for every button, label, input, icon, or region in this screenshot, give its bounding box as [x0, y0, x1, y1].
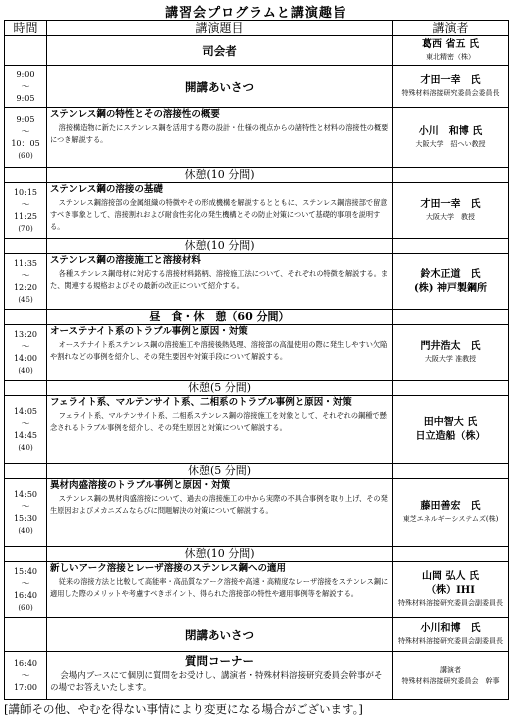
time-cell — [5, 183, 47, 239]
speaker-affiliation: 大阪大学 准教授 — [424, 355, 477, 363]
speaker-name: 才田一幸 氏 — [420, 199, 481, 210]
end-time: 17:00 — [13, 682, 38, 692]
table-row — [5, 66, 509, 108]
session-title: フェライト系、マルテンサイト系、二相系のトラブル事例と原因・対策 — [50, 397, 352, 408]
table-row — [5, 618, 509, 652]
end-time: 15:30 — [13, 513, 38, 523]
speaker-cell — [393, 479, 509, 547]
speaker-name: 山岡 弘人 氏 — [422, 571, 479, 582]
session-cell — [47, 254, 393, 310]
session-title: 質問コーナー — [185, 654, 254, 668]
time-cell — [5, 36, 47, 66]
end-time: 10：05 — [11, 138, 40, 148]
program-table — [4, 20, 509, 700]
speaker-affiliation: 特殊材料溶接研究委員会委員長 — [401, 89, 500, 97]
break-row — [5, 381, 509, 396]
speaker-affiliation: 特殊材料溶接研究委員会副委員長 — [398, 599, 503, 607]
speaker-affiliation: (株) 神戸製鋼所 — [414, 282, 487, 294]
speaker-affiliation: 大阪大学 教授 — [426, 213, 475, 221]
speaker-affiliation: 日立造船（株） — [415, 430, 486, 442]
session-cell — [47, 183, 393, 239]
speaker-cell — [393, 618, 509, 652]
session-title: 開講あいさつ — [47, 66, 393, 108]
end-time: 14:00 — [13, 353, 38, 363]
duration: (70) — [18, 224, 33, 233]
break-label: 休憩(10 分間) — [47, 239, 393, 254]
speaker-affiliation: 東芝エネルギーシステムズ(株) — [402, 515, 499, 523]
break-row — [5, 168, 509, 183]
header-speaker: 講演者 — [393, 21, 509, 36]
table-row — [5, 479, 509, 547]
speaker-name: 藤田善宏 氏 — [420, 501, 481, 512]
session-title: ステンレス鋼の溶接施工と溶接材料 — [50, 255, 201, 266]
table-row — [5, 396, 509, 464]
start-time: 14:05 — [13, 406, 38, 416]
session-title: オーステナイト系のトラブル事例と原因・対策 — [50, 326, 248, 337]
speaker-affiliation: 特殊材料溶接研究委員会副委員長 — [398, 637, 503, 645]
duration: (40) — [18, 366, 33, 375]
time-separator: 〜 — [21, 670, 30, 680]
session-title: ステンレス鋼の溶接の基礎 — [50, 184, 163, 195]
time-cell — [5, 618, 47, 652]
speaker-name: 田中智大 氏 — [423, 416, 478, 428]
duration: (60) — [18, 151, 33, 160]
time-separator: 〜 — [21, 270, 30, 280]
break-label: 休憩(5 分間) — [47, 464, 393, 479]
session-title: 閉講あいさつ — [47, 618, 393, 652]
speaker-cell — [393, 254, 509, 310]
session-title: 司会者 — [47, 36, 393, 66]
session-description: 会場内ブースにて個別に質問をお受けし、講演者・特殊材料溶接研究委員会幹事がその場でお答えいたします。 — [50, 671, 383, 693]
duration: (40) — [18, 443, 33, 452]
time-separator: 〜 — [21, 578, 30, 588]
table-row — [5, 254, 509, 310]
start-time: 14:50 — [13, 489, 38, 499]
end-time: 11:25 — [13, 211, 38, 221]
session-description: ステンレス鋼の異材肉盛溶接について、過去の溶接施工の中から実際の不具合事例を取り上げ、その発生原因およびメカニズムならびに問題解決の対策について解説する。 — [50, 494, 388, 515]
end-time: 12:20 — [13, 282, 38, 292]
speaker-name: 才田一幸 氏 — [420, 75, 481, 86]
time-cell — [5, 479, 47, 547]
speaker-name: 小川和博 氏 — [420, 623, 481, 634]
break-label: 昼 食・休 憩（60 分間） — [47, 310, 393, 325]
time-separator: 〜 — [21, 81, 30, 91]
speaker-affiliation: 東北精密（株） — [426, 53, 475, 61]
break-label: 休憩(10 分間) — [47, 168, 393, 183]
time-separator: 〜 — [21, 199, 30, 209]
table-row — [5, 562, 509, 618]
start-time: 16:40 — [13, 658, 38, 668]
time-cell — [5, 396, 47, 464]
speaker-cell — [393, 396, 509, 464]
speaker-company: （株）IHI — [426, 585, 475, 596]
end-time: 16:40 — [13, 590, 38, 600]
time-cell — [5, 652, 47, 700]
speaker-name: 鈴木正道 氏 — [420, 268, 481, 280]
time-cell — [5, 254, 47, 310]
speaker-cell — [393, 325, 509, 381]
header-title: 講演題目 — [47, 21, 393, 36]
speaker-name: 門井浩太 氏 — [420, 341, 481, 352]
break-row — [5, 310, 509, 325]
session-title: 新しいアーク溶接とレーザ溶接のステンレス鋼への適用 — [50, 563, 287, 574]
duration: (40) — [18, 526, 33, 535]
session-cell — [47, 108, 393, 168]
time-separator: 〜 — [21, 501, 30, 511]
session-description: 各種ステンレス鋼母材に対応する溶接材料銘柄、溶接施工法について、それぞれの特徴を解説する。また、関連する規格およびその最新の改正について紹介する。 — [50, 269, 389, 290]
start-time: 11:35 — [13, 258, 38, 268]
table-row — [5, 183, 509, 239]
break-row — [5, 464, 509, 479]
session-description: 溶接構造物に新たにステンレス鋼を活用する際の設計・仕様の視点からの諸特性と材料の溶接性の概要につき解説する。 — [50, 123, 389, 144]
header-row — [5, 21, 509, 36]
speaker-cell — [393, 652, 509, 700]
time-separator: 〜 — [21, 341, 30, 351]
start-time: 9:00 — [16, 69, 35, 79]
speaker-cell — [393, 562, 509, 618]
break-label: 休憩(5 分間) — [47, 381, 393, 396]
speaker-name: 講演者 — [440, 665, 461, 674]
session-description: オーステナイト系ステンレス鋼の溶接施工や溶接後熱処理、溶接部の高温使用の際に発生しやすい欠陥や割れなどの事例を紹介し、その発生要因や対策手段について解説する。 — [50, 340, 388, 361]
time-cell — [5, 562, 47, 618]
session-cell — [47, 396, 393, 464]
speaker-affiliation: 大阪大学 招へい教授 — [415, 140, 486, 148]
session-cell — [47, 479, 393, 547]
session-description: 従来の溶接方法と比較して高能率・高品質なアーク溶接や高速・高精度なレーザ溶接をステンレス鋼に適用した際のメリットや考慮すべきポイント、得られた溶接部の特性や適用事例等を解説する。 — [50, 577, 389, 598]
session-description: フェライト系、マルテンサイト系、二相系ステンレス鋼の溶接施工を対象として、それぞれの鋼種で懸念されるトラブル事例を紹介し、その発生原因と対策について解説する。 — [50, 411, 387, 432]
page-title: 講習会プログラムと講演趣旨 — [165, 6, 347, 21]
session-title: 異材肉盛溶接のトラブル事例と原因・対策 — [50, 480, 231, 491]
duration: (45) — [18, 295, 33, 304]
start-time: 13:20 — [13, 329, 38, 339]
session-description: ステンレス鋼溶接部の金属組織の特徴やその形成機構を解説するとともに、ステンレス鋼溶接部で留意すべき事象として、溶接割れおよび耐食性劣化の発生機構とその防止対策について基礎的事項を説明する。 — [50, 198, 388, 231]
speaker-name: 葛西 省五 氏 — [422, 39, 479, 50]
footer-note: [講師その他、やむを得ない事情により変更になる場合がございます。] — [4, 702, 363, 716]
speaker-cell — [393, 66, 509, 108]
table-row — [5, 325, 509, 381]
speaker-cell — [393, 36, 509, 66]
time-separator: 〜 — [21, 418, 30, 428]
end-time: 14:45 — [13, 430, 38, 440]
table-row — [5, 36, 509, 66]
start-time: 9:05 — [16, 114, 35, 124]
break-label: 休憩(10 分間) — [47, 547, 393, 562]
time-cell — [5, 66, 47, 108]
duration: (60) — [18, 603, 33, 612]
header-time: 時間 — [5, 21, 47, 36]
start-time: 15:40 — [13, 566, 38, 576]
session-cell — [47, 652, 393, 700]
session-title: ステンレス鋼の特性とその溶接性の概要 — [50, 109, 220, 120]
table-row — [5, 108, 509, 168]
speaker-cell — [393, 108, 509, 168]
session-cell — [47, 325, 393, 381]
end-time: 9:05 — [16, 93, 35, 103]
session-cell — [47, 562, 393, 618]
start-time: 10:15 — [13, 187, 38, 197]
speaker-affiliation: 特殊材料溶接研究委員会 幹事 — [401, 676, 500, 685]
table-row — [5, 652, 509, 700]
break-row — [5, 239, 509, 254]
time-separator: 〜 — [21, 126, 30, 136]
break-row — [5, 547, 509, 562]
time-cell — [5, 108, 47, 168]
speaker-name: 小川 和博 氏 — [418, 126, 483, 137]
speaker-cell — [393, 183, 509, 239]
time-cell — [5, 325, 47, 381]
